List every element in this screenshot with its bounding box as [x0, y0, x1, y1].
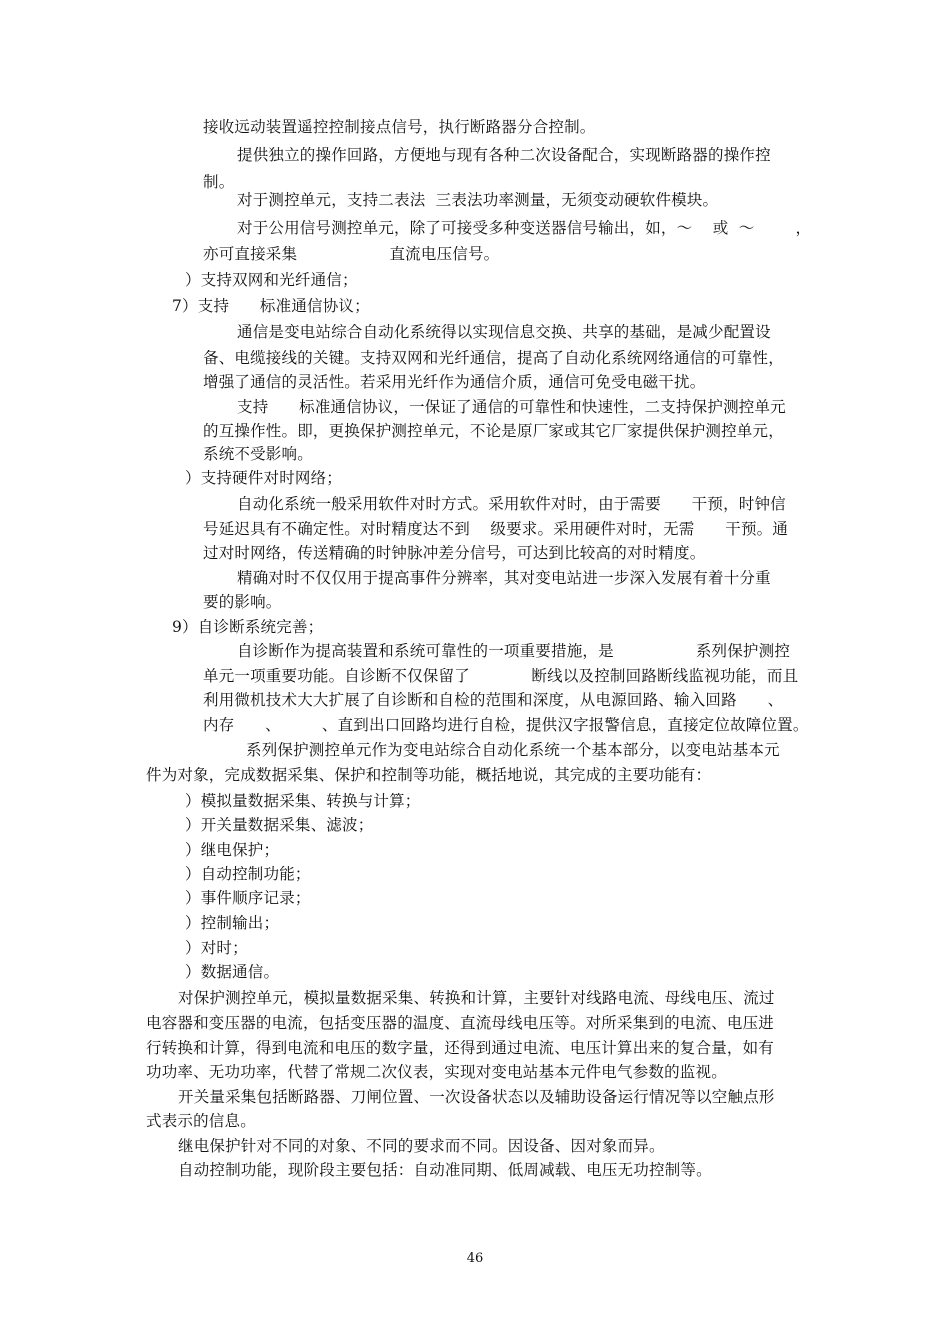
- text-line: 自动控制功能，现阶段主要包括：自动准同期、低周减载、电压无功控制等。: [178, 1161, 712, 1179]
- list-item: ）支持双网和光纤通信；: [185, 271, 358, 289]
- text-line: 行转换和计算，得到电流和电压的数字量，还得到通过电流、电压计算出来的复合量，如有: [146, 1039, 775, 1057]
- text-line: 亦可直接采集 直流电压信号。: [203, 245, 500, 263]
- text-line: 开关量采集包括断路器、刀闸位置、一次设备状态以及辅助设备运行情况等以空触点形: [178, 1088, 775, 1106]
- list-item: ）控制输出；: [185, 914, 280, 932]
- text-line: 精确对时不仅仅用于提高事件分辨率，其对变电站进一步深入发展有着十分重: [237, 569, 771, 587]
- page-number: 46: [466, 1251, 484, 1266]
- text-line: 利用微机技术大大扩展了自诊断和自检的范围和深度，从电源回路、输入回路 、: [203, 691, 784, 709]
- text-line: 接收远动装置遥控控制接点信号，执行断路器分合控制。: [203, 118, 596, 136]
- text-line: 对于测控单元，支持二表法 三表法功率测量，无须变动硬软件模块。: [237, 191, 719, 209]
- text-line: 继电保护针对不同的对象、不同的要求而不同。因设备、因对象而异。: [178, 1137, 665, 1155]
- list-item: ）继电保护；: [185, 841, 280, 859]
- text-line: 制。: [203, 173, 235, 191]
- text-line: 式表示的信息。: [146, 1112, 256, 1130]
- list-item: ）模拟量数据采集、转换与计算；: [185, 792, 421, 810]
- text-line: 功功率、无功功率，代替了常规二次仪表，实现对变电站基本元件电气参数的监视。: [146, 1063, 727, 1081]
- list-item: 7）支持 标准通信协议；: [172, 297, 370, 315]
- text-line: 号延迟具有不确定性。对时精度达不到 级要求。采用硬件对时，无需 干预。通: [203, 520, 789, 538]
- text-line: 要的影响。: [203, 593, 282, 611]
- list-item: ）数据通信。: [185, 963, 280, 981]
- text-line: 过对时网络，传送精确的时钟脉冲差分信号，可达到比较高的对时精度。: [203, 544, 706, 562]
- list-item: ）自动控制功能；: [185, 865, 311, 883]
- text-line: 备、电缆接线的关键。支持双网和光纤通信，提高了自动化系统网络通信的可靠性，: [203, 349, 784, 367]
- text-line: 自动化系统一般采用软件对时方式。采用软件对时，由于需要 干预，时钟信: [237, 495, 786, 513]
- text-line: 系统不受影响。: [203, 445, 313, 463]
- text-line: 自诊断作为提高装置和系统可靠性的一项重要措施，是 系列保护测控: [237, 642, 791, 660]
- list-item: ）支持硬件对时网络；: [185, 469, 343, 487]
- text-line: 电容器和变压器的电流，包括变压器的温度、直流母线电压等。对所采集到的电流、电压进: [146, 1014, 775, 1032]
- list-item: ）开关量数据采集、滤波；: [185, 816, 374, 834]
- list-item: ）对时；: [185, 939, 248, 957]
- text-line: 的互操作性。即，更换保护测控单元，不论是原厂家或其它厂家提供保护测控单元，: [203, 422, 784, 440]
- text-line: 对保护测控单元，模拟量数据采集、转换和计算，主要针对线路电流、母线电压、流过: [178, 989, 775, 1007]
- text-line: 支持 标准通信协议，一保证了通信的可靠性和快速性，二支持保护测控单元: [237, 398, 786, 416]
- text-line: 系列保护测控单元作为变电站综合自动化系统一个基本部分，以变电站基本元: [246, 741, 780, 759]
- list-item: ）事件顺序记录；: [185, 889, 311, 907]
- text-line: 对于公用信号测控单元，除了可接受多种变送器信号输出，如，～ 或 ～ ，: [237, 219, 812, 237]
- text-line: 件为对象，完成数据采集、保护和控制等功能，概括地说，其完成的主要功能有：: [146, 766, 712, 784]
- text-line: 增强了通信的灵活性。若采用光纤作为通信介质，通信可免受电磁干扰。: [203, 373, 706, 391]
- text-line: 内存 、 、直到出口回路均进行自检，提供汉字报警信息，直接定位故障位置。: [203, 716, 809, 734]
- text-line: 通信是变电站综合自动化系统得以实现信息交换、共享的基础，是减少配置设: [237, 323, 771, 341]
- text-line: 单元一项重要功能。自诊断不仅保留了 断线以及控制回路断线监视功能，而且: [203, 667, 799, 685]
- text-line: 提供独立的操作回路，方便地与现有各种二次设备配合，实现断路器的操作控: [237, 146, 771, 164]
- list-item: 9）自诊断系统完善；: [172, 618, 324, 636]
